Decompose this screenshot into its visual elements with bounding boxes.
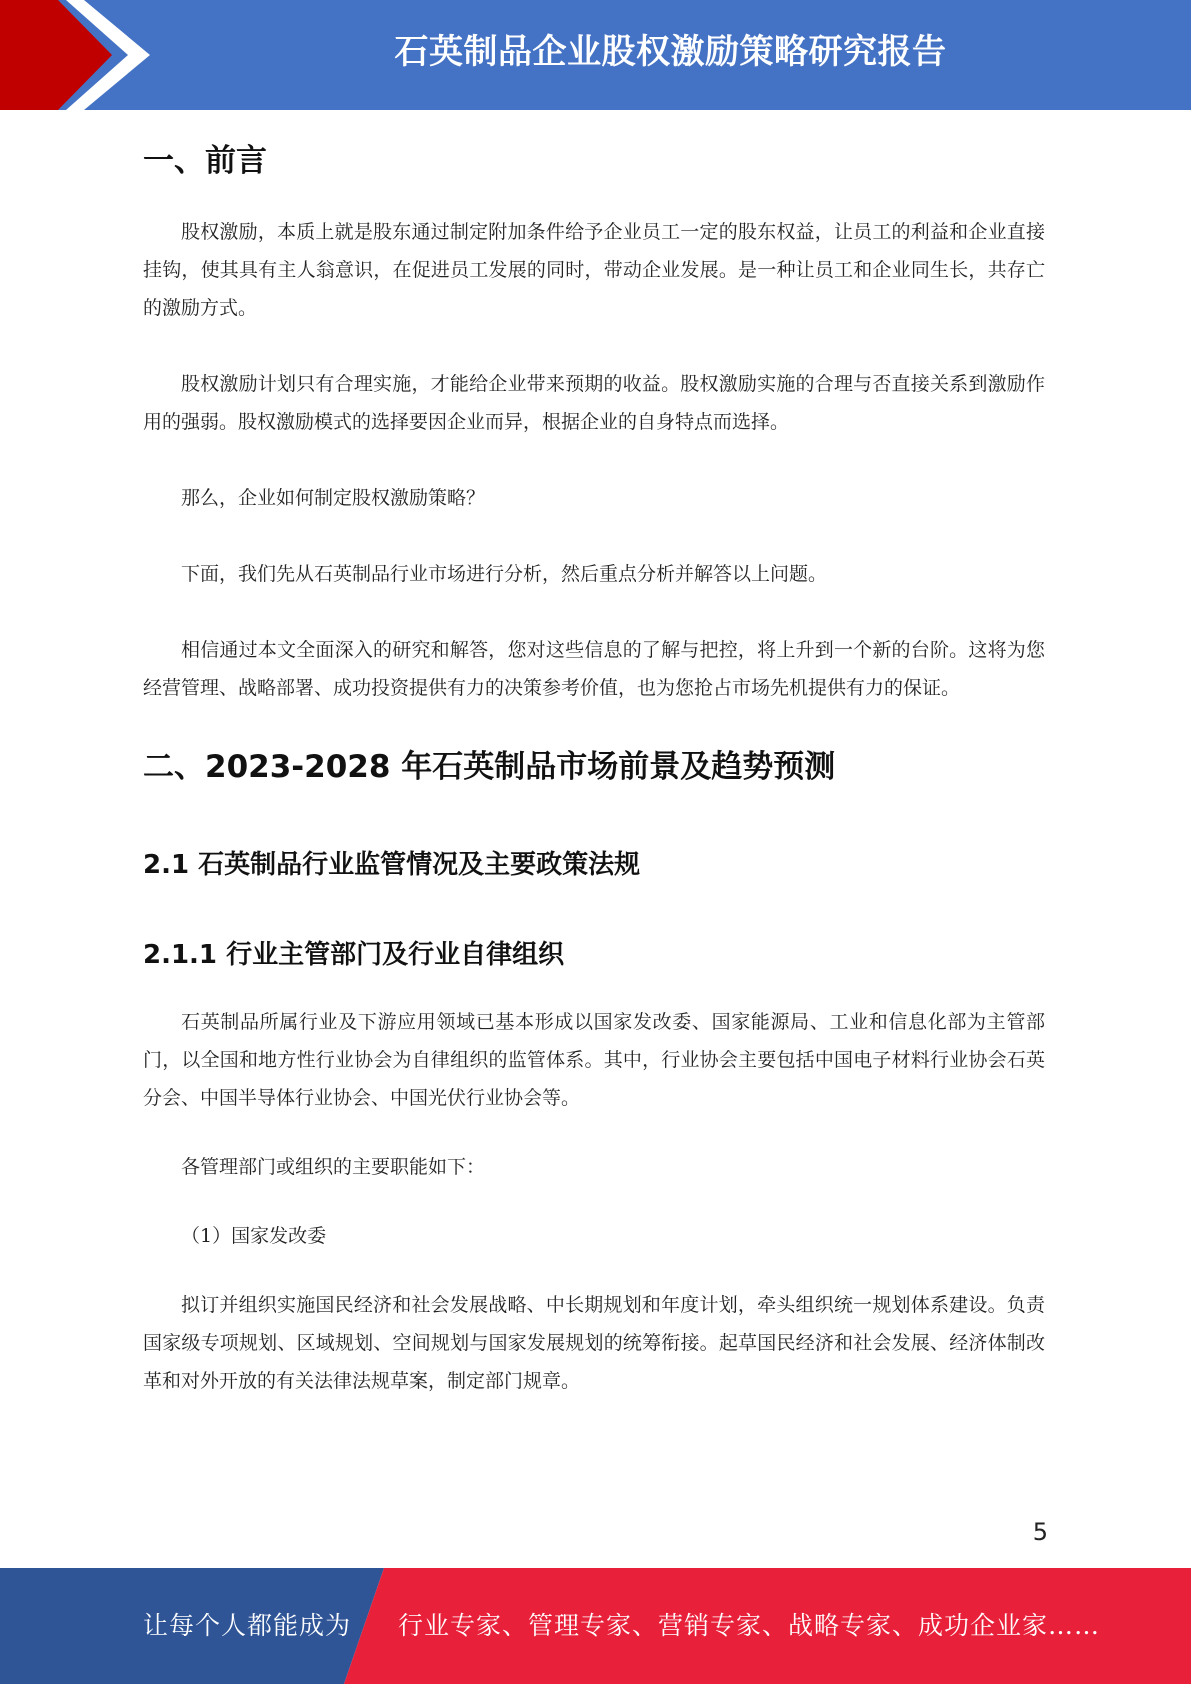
footer-band <box>0 1568 1191 1684</box>
red-chevron-graphic <box>0 0 160 110</box>
page-content <box>143 135 1045 1400</box>
footer-slogan-right: 行业专家、管理专家、营销专家、战略专家、成功企业家…… <box>398 1611 1101 1640</box>
regulation-paragraph-1: 石英制品所属行业及下游应用领域已基本形成以国家发改委、国家能源局、工业和信息化部为主管部门，以全国和地方性行业协会为自律组织的监管体系。其中，行业协会主要包括中国电子材料行业协会石英分会、中国半导体行业协会、中国光伏行业协会等。 <box>143 1011 1045 1109</box>
report-header-band <box>0 0 1191 110</box>
report-title: 石英制品企业股权激励策略研究报告 <box>394 32 947 72</box>
regulation-item-ndrc: （1）国家发改委 <box>181 1225 327 1247</box>
section-heading-preface: 一、前言 <box>143 143 267 179</box>
page-number: 5 <box>1032 1518 1048 1546</box>
preface-paragraph-5: 相信通过本文全面深入的研究和解答，您对这些信息的了解与把控，将上升到一个新的台阶。这将为您经营管理、战略部署、成功投资提供有力的决策参考价值，也为您抢占市场先机提供有力的保证。 <box>143 639 1045 699</box>
preface-paragraph-1: 股权激励，本质上就是股东通过制定附加条件给予企业员工一定的股东权益，让员工的利益和企业直接挂钩，使其具有主人翁意识，在促进员工发展的同时，带动企业发展。是一种让员工和企业同生长，共存亡的激励方式。 <box>143 221 1045 319</box>
section-heading-market-outlook: 二、2023-2028 年石英制品市场前景及趋势预测 <box>143 749 836 785</box>
preface-paragraph-4: 下面，我们先从石英制品行业市场进行分析，然后重点分析并解答以上问题。 <box>181 563 828 585</box>
footer-slogan-left: 让每个人都能成为 <box>143 1611 352 1640</box>
subsection-heading-2-1-1: 2.1.1 行业主管部门及行业自律组织 <box>143 940 565 970</box>
preface-paragraph-3: 那么，企业如何制定股权激励策略？ <box>181 487 486 509</box>
regulation-paragraph-ndrc-duties: 拟订并组织实施国民经济和社会发展战略、中长期规划和年度计划，牵头组织统一规划体系建设。负责国家级专项规划、区域规划、空间规划与国家发展规划的统筹衔接。起草国民经济和社会发展、经济体制改革和对外开放的有关法律法规草案，制定部门规章。 <box>143 1294 1045 1392</box>
preface-paragraph-2: 股权激励计划只有合理实施，才能给企业带来预期的收益。股权激励实施的合理与否直接关系到激励作用的强弱。股权激励模式的选择要因企业而异，根据企业的自身特点而选择。 <box>143 373 1045 433</box>
subsection-heading-2-1: 2.1 石英制品行业监管情况及主要政策法规 <box>143 850 641 880</box>
regulation-paragraph-2: 各管理部门或组织的主要职能如下： <box>181 1156 486 1178</box>
